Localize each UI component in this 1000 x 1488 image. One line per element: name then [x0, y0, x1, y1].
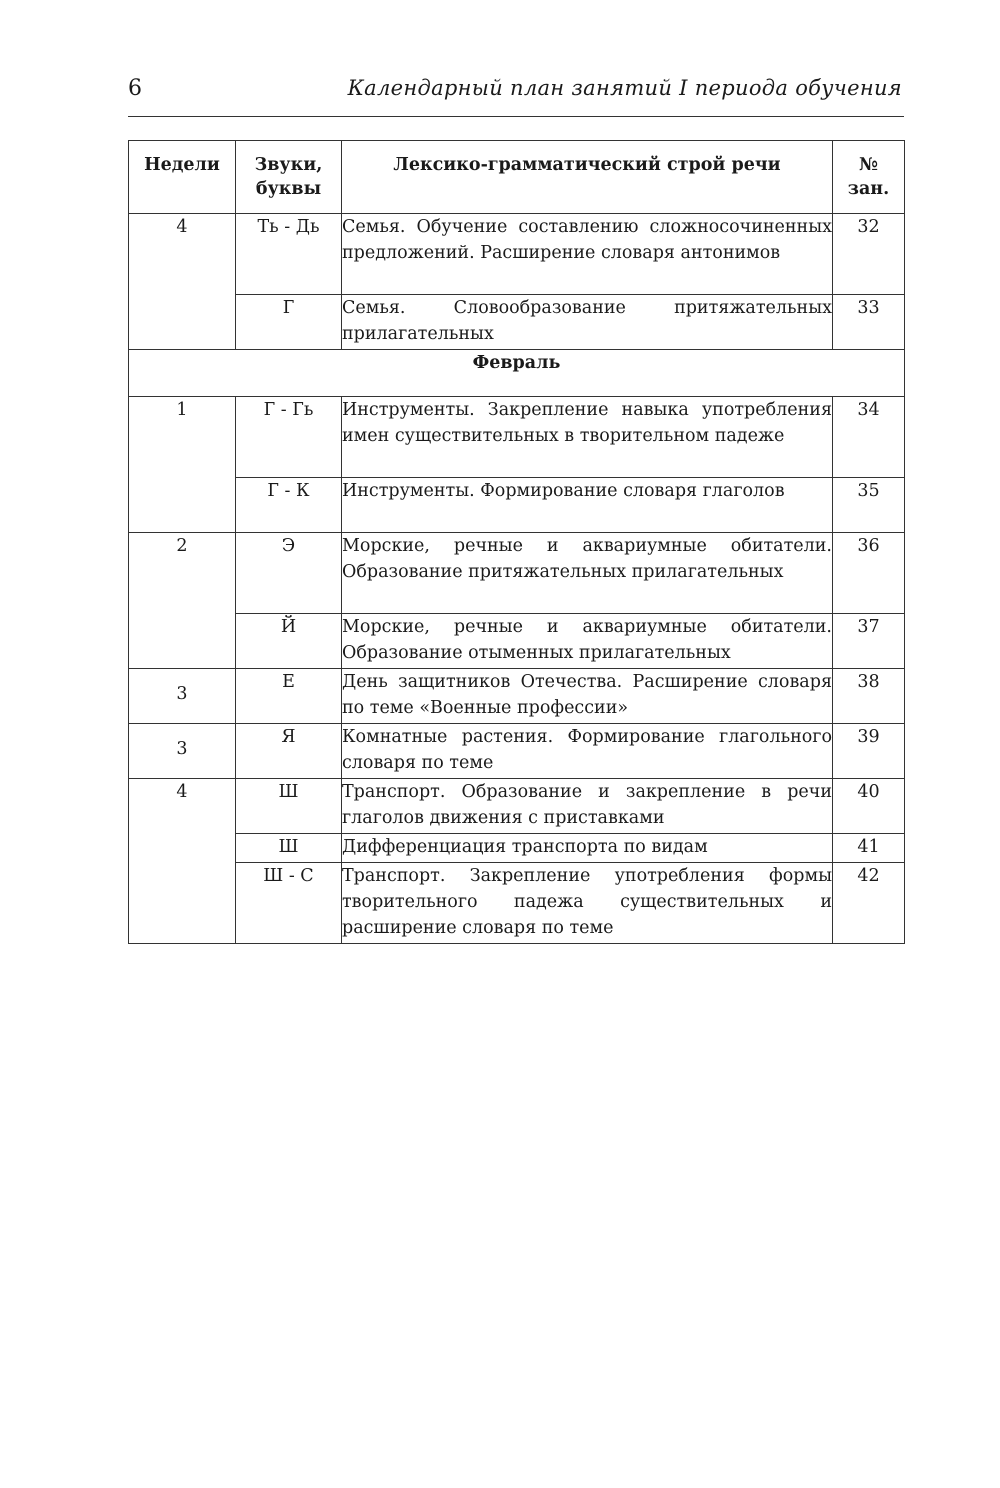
lesson-number-cell: 40 [833, 779, 905, 834]
sound-cell: Ш [236, 779, 342, 834]
month-label: Февраль [129, 350, 905, 397]
table-row [129, 834, 905, 863]
sound-cell: Й [236, 614, 342, 669]
topic-cell: Транспорт. Образование и закрепление в речи глаголов движения с приставками [342, 779, 833, 834]
lesson-plan-table [128, 140, 905, 944]
topic-cell: Инструменты. Формирование словаря глаголов [342, 478, 833, 533]
table-row [129, 397, 905, 478]
table-row [129, 478, 905, 533]
lesson-number-cell: 42 [833, 863, 905, 944]
week-cell: 4 [129, 214, 236, 350]
week-cell: 3 [129, 724, 236, 779]
topic-cell: Инструменты. Закрепление навыка употребления имен существительных в творительном падеже [342, 397, 833, 478]
topic-cell: Семья. Словообразование притяжательных прилагательных [342, 295, 833, 350]
running-title: Календарный план занятий I периода обучения [347, 76, 902, 100]
topic-cell: Морские, речные и аквариумные обитатели. Образование притяжательных прилагательных [342, 533, 833, 614]
table-row [129, 533, 905, 614]
topic-cell: Морские, речные и аквариумные обитатели. Образование отыменных прилагательных [342, 614, 833, 669]
header-sounds: Звуки, буквы [236, 141, 342, 214]
lesson-number-cell: 33 [833, 295, 905, 350]
page-number: 6 [128, 76, 142, 101]
table-header-row [129, 141, 905, 214]
lesson-number-cell: 32 [833, 214, 905, 295]
sound-cell: Г - К [236, 478, 342, 533]
sound-cell: Ть - Дь [236, 214, 342, 295]
header-topic: Лексико-грамматический строй речи [342, 141, 833, 214]
table-row [129, 779, 905, 834]
week-cell: 2 [129, 533, 236, 669]
table-row [129, 614, 905, 669]
week-cell: 4 [129, 779, 236, 944]
topic-cell: Комнатные растения. Формирование глагольного словаря по теме [342, 724, 833, 779]
page-header [128, 74, 904, 117]
table-row [129, 295, 905, 350]
lesson-number-cell: 41 [833, 834, 905, 863]
lesson-number-cell: 38 [833, 669, 905, 724]
sound-cell: Е [236, 669, 342, 724]
lesson-number-cell: 34 [833, 397, 905, 478]
sound-cell: Я [236, 724, 342, 779]
lesson-number-cell: 37 [833, 614, 905, 669]
table-row [129, 669, 905, 724]
header-lesson-number: № зан. [833, 141, 905, 214]
sound-cell: Ш [236, 834, 342, 863]
header-weeks: Недели [129, 141, 236, 214]
lesson-number-cell: 36 [833, 533, 905, 614]
sound-cell: Э [236, 533, 342, 614]
table-row [129, 214, 905, 295]
table-row [129, 863, 905, 944]
topic-cell: Дифференциация транспорта по видам [342, 834, 833, 863]
week-cell: 3 [129, 669, 236, 724]
topic-cell: Семья. Обучение составлению сложносочиненных предложений. Расширение словаря антонимов [342, 214, 833, 295]
lesson-number-cell: 39 [833, 724, 905, 779]
topic-cell: Транспорт. Закрепление употребления формы творительного падежа существительных и расширение словаря по теме [342, 863, 833, 944]
sound-cell: Г - Гь [236, 397, 342, 478]
table-row [129, 724, 905, 779]
week-cell: 1 [129, 397, 236, 533]
month-row [129, 350, 905, 397]
topic-cell: День защитников Отечества. Расширение словаря по теме «Военные профессии» [342, 669, 833, 724]
sound-cell: Ш - С [236, 863, 342, 944]
lesson-number-cell: 35 [833, 478, 905, 533]
sound-cell: Г [236, 295, 342, 350]
